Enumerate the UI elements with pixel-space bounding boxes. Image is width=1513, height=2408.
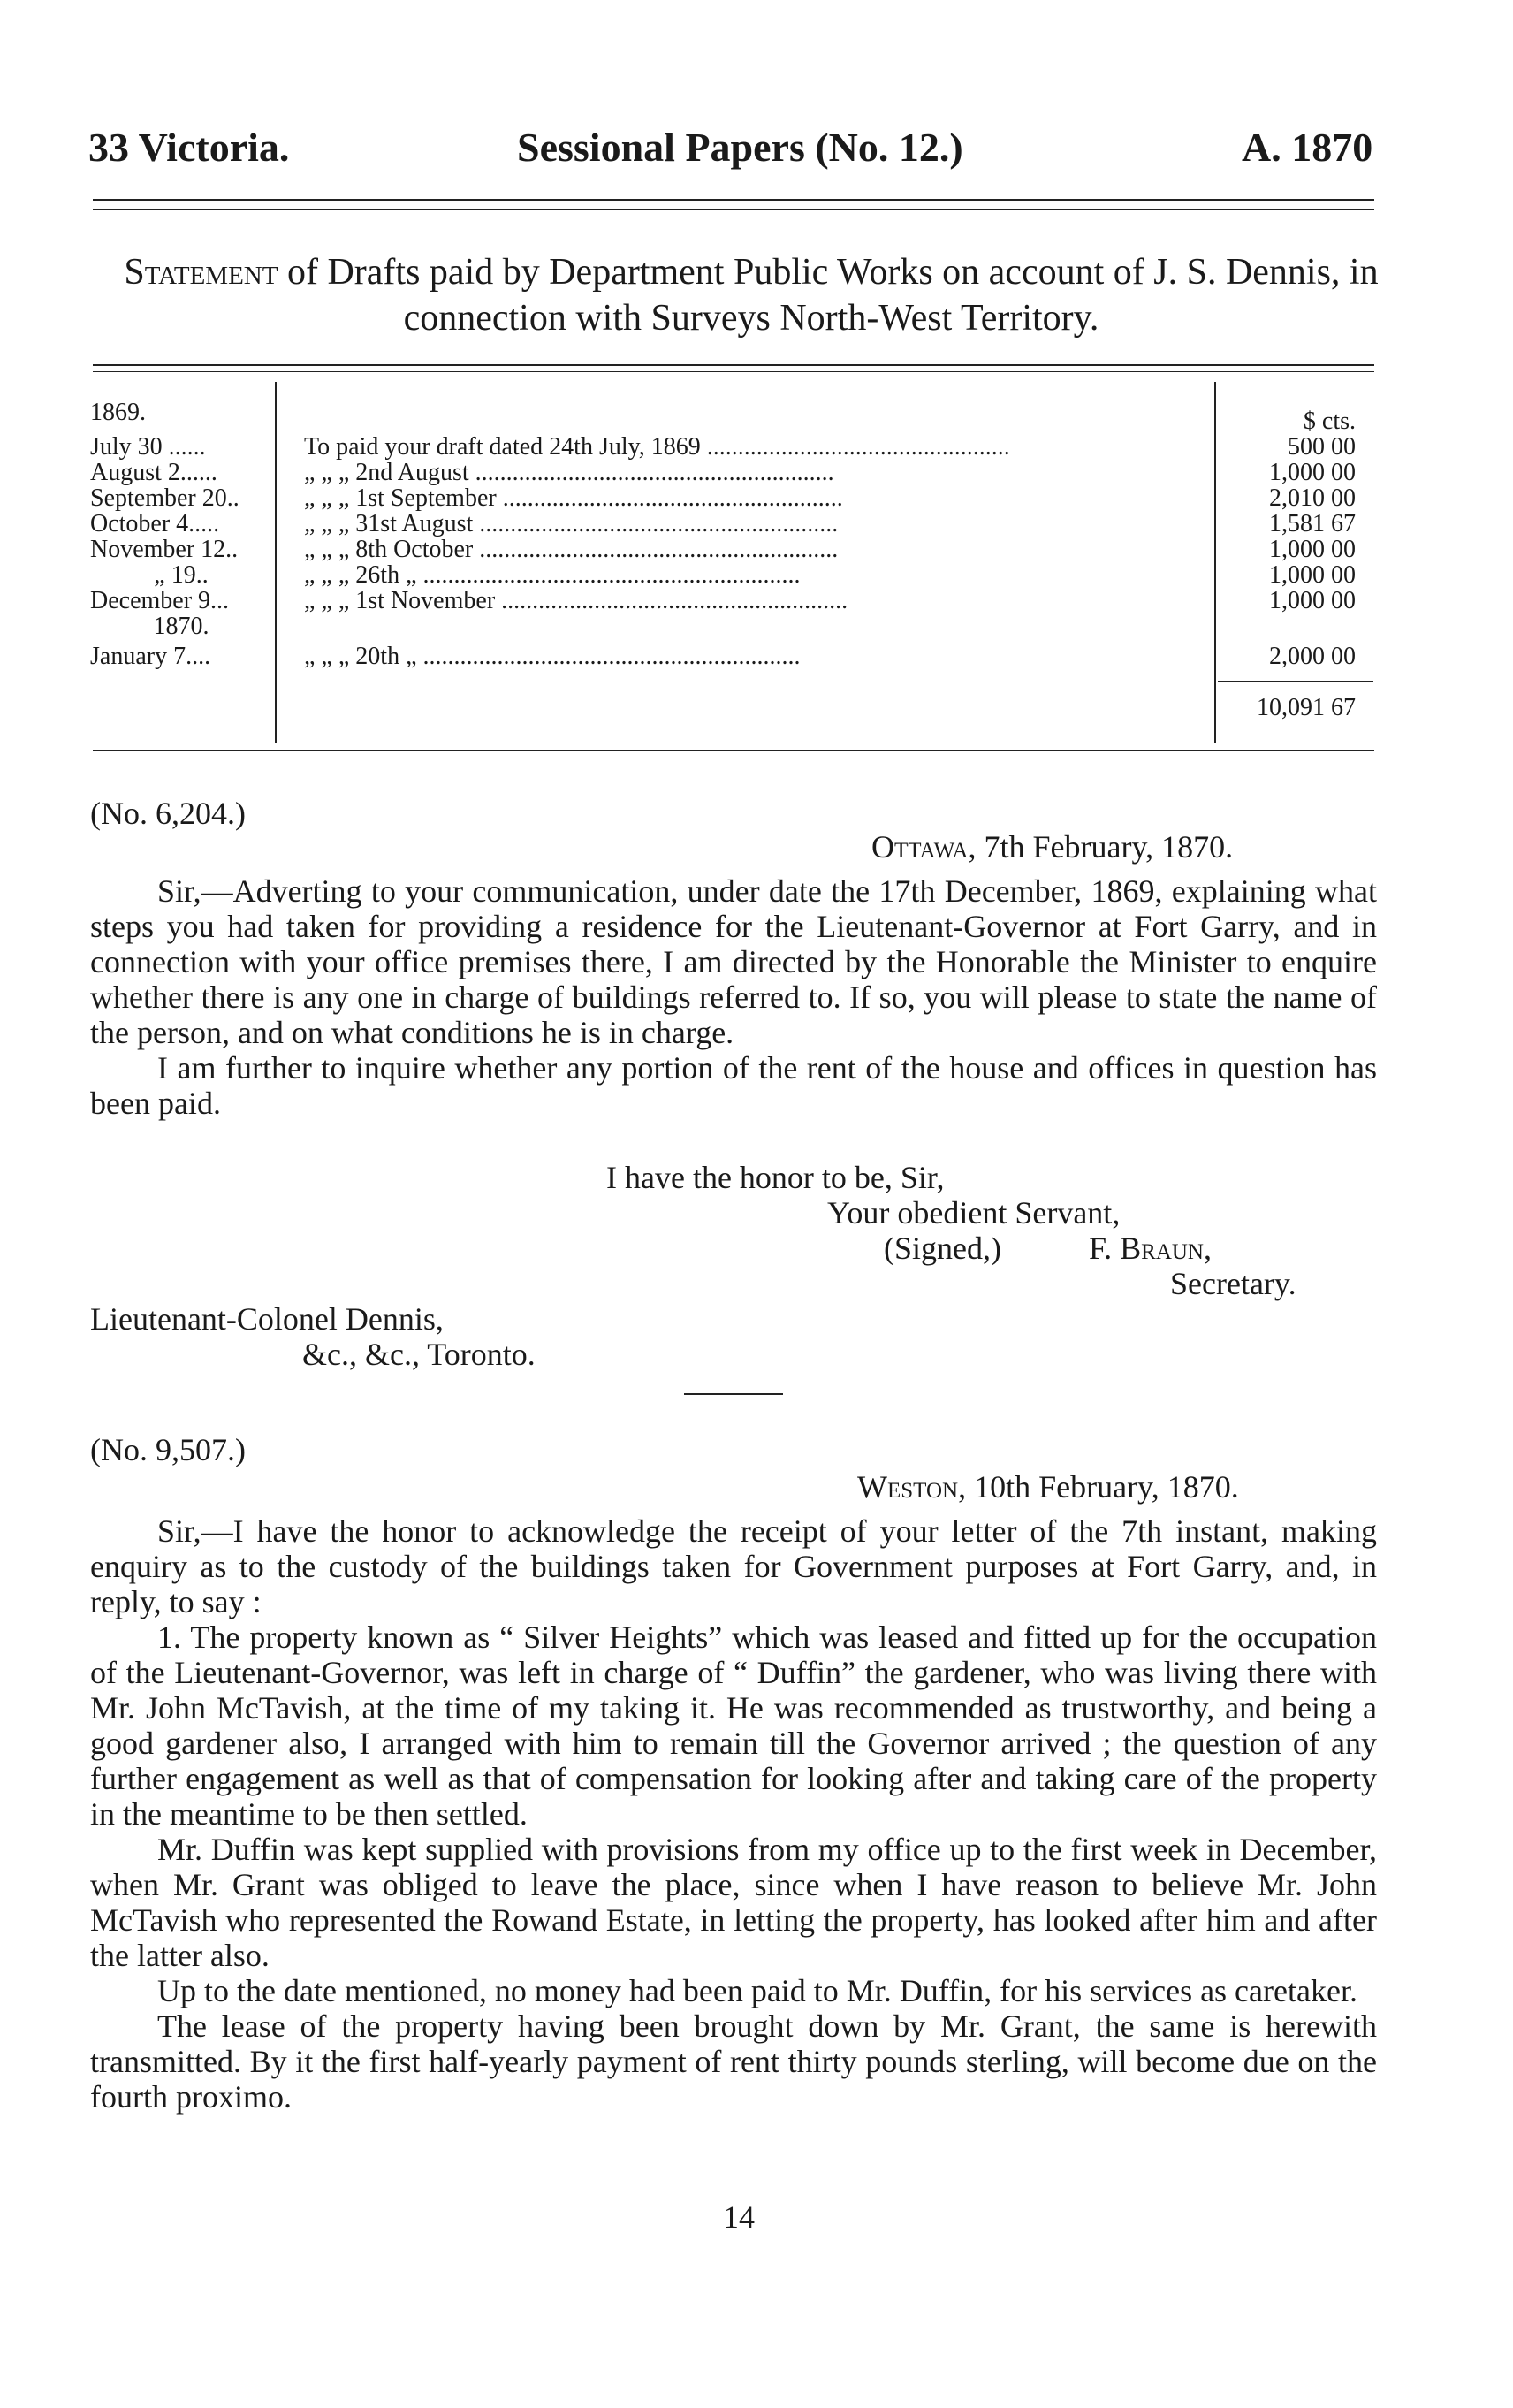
desc-row-3: „ „ „ 1st September ....................................................... bbox=[304, 485, 843, 511]
currency-header: $ cts. bbox=[1303, 408, 1356, 435]
header-rule-bottom bbox=[93, 209, 1374, 210]
amount-row-7: 1,000 00 bbox=[1269, 587, 1356, 614]
letter2-body bbox=[90, 1513, 1377, 2115]
amount-row-1: 500 00 bbox=[1288, 433, 1356, 461]
letter2-date: , 10th February, 1870. bbox=[958, 1469, 1239, 1505]
desc-row-2: „ „ „ 2nd August .......................................................... bbox=[304, 460, 834, 485]
letter2-paragraph-1: Sir,—I have the honor to acknowledge the receipt of your letter of the 7th instant, making enquiry as to the custody of the buildings taken for Government purposes at Fort Garry, and, in reply, to say : bbox=[90, 1513, 1377, 1619]
amount-row-4: 1,581 67 bbox=[1269, 510, 1356, 537]
desc-row-9: „ „ „ 20th „ ............................................................. bbox=[304, 644, 801, 669]
amount-row-5: 1,000 00 bbox=[1269, 536, 1356, 563]
total-amount: 10,091 67 bbox=[1257, 694, 1356, 721]
table-rule-top bbox=[93, 364, 1374, 366]
desc-row-6: „ „ „ 26th „ ............................................................. bbox=[304, 562, 801, 588]
letter1-body bbox=[90, 873, 1377, 1121]
table-divider-amount bbox=[1214, 382, 1216, 743]
letter-separator bbox=[684, 1393, 783, 1395]
letter2-place: Weston bbox=[857, 1469, 959, 1505]
date-row-1: July 30 ...... bbox=[90, 433, 206, 461]
letter2-paragraph-2: 1. The property known as “ Silver Heights” which was leased and fitted up for the occupation of the Lieutenant-Governor, was left in charge of “ Duffin” the gardener, who was living there with Mr. John McTavish, at the time of my taking it. He was recommended as trustworthy, and being a good gardener also, I arranged with him to remain till the Governor arrived ; the question of any further engagement as well as that of compensation for looking after and taking care of the property in the meantime to be then settled. bbox=[90, 1619, 1377, 1832]
letter2-paragraph-3: Mr. Duffin was kept supplied with provisions from my office up to the first week in December, when Mr. Grant was obliged to leave the place, since when I have reason to believe Mr. John McTavish who represented the Rowand Estate, in letting the property, has looked after him and after the latter also. bbox=[90, 1832, 1377, 1973]
letter1-number: (No. 6,204.) bbox=[90, 796, 246, 831]
letter1-addressee-1: Lieutenant-Colonel Dennis, bbox=[90, 1301, 444, 1337]
statement-title-rest: of Drafts paid by Department Public Works on account of J. S. Dennis, in connection with Surveys North-West Territory. bbox=[286, 252, 1379, 339]
letter1-date: , 7th February, 1870. bbox=[968, 829, 1234, 865]
desc-row-1: To paid your draft dated 24th July, 1869 ................................................. bbox=[304, 434, 1010, 460]
header-rule-top bbox=[93, 199, 1374, 201]
letter2-dateline bbox=[857, 1469, 1239, 1505]
letter1-closing-2: Your obedient Servant, bbox=[827, 1195, 1121, 1231]
letter1-place: Ottawa bbox=[871, 829, 969, 865]
date-row-7: December 9... bbox=[90, 587, 230, 614]
date-1870: 1870. bbox=[153, 613, 209, 640]
amount-row-2: 1,000 00 bbox=[1269, 459, 1356, 486]
page-number: 14 bbox=[723, 2199, 755, 2235]
table-divider-date bbox=[275, 382, 277, 743]
letter2-paragraph-5: The lease of the property having been brought down by Mr. Grant, the same is herewith transmitted. By it the first half-yearly payment of rent thirty pounds sterling, will become due on the fourth proximo. bbox=[90, 2008, 1377, 2115]
letter2-paragraph-4: Up to the date mentioned, no money had been paid to Mr. Duffin, for his services as caretaker. bbox=[157, 1973, 1357, 2008]
date-row-3: September 20.. bbox=[90, 484, 239, 512]
desc-row-5: „ „ „ 8th October .......................................................... bbox=[304, 537, 839, 562]
letter1-signer-title: Secretary. bbox=[1170, 1266, 1296, 1301]
date-row-5: November 12.. bbox=[90, 536, 239, 563]
letter1-paragraph-1: Sir,—Adverting to your communication, under date the 17th December, 1869, explaining what steps you had taken for providing a residence for the Lieutenant-Governor at Fort Garry, and in connection with your office premises there, I am directed by the Honorable the Minister to enquire whether there is any one in charge of buildings referred to. If so, you will please to state the name of the person, and on what conditions he is in charge. bbox=[90, 873, 1377, 1050]
amount-row-3: 2,010 00 bbox=[1269, 484, 1356, 512]
letter1-closing-1: I have the honor to be, Sir, bbox=[606, 1160, 945, 1195]
letter1-paragraph-2: I am further to inquire whether any portion of the rent of the house and offices in question has been paid. bbox=[90, 1050, 1377, 1121]
date-row-2: August 2...... bbox=[90, 459, 217, 486]
date-row-9: January 7.... bbox=[90, 643, 211, 670]
letter1-addressee-2: &c., &c., Toronto. bbox=[302, 1337, 536, 1372]
amount-row-9: 2,000 00 bbox=[1269, 643, 1356, 670]
table-rule-top-thin bbox=[93, 371, 1374, 372]
desc-row-7: „ „ „ 1st November ........................................................ bbox=[304, 588, 848, 613]
header-series: Sessional Papers (No. 12.) bbox=[517, 125, 963, 170]
table-rule-bottom bbox=[93, 750, 1374, 751]
header-volume: 33 Victoria. bbox=[88, 125, 290, 170]
desc-row-4: „ „ „ 31st August .......................................................... bbox=[304, 511, 839, 537]
amount-row-6: 1,000 00 bbox=[1269, 561, 1356, 589]
header-year: A. 1870 bbox=[1242, 125, 1373, 170]
letter1-dateline bbox=[871, 829, 1233, 865]
date-row-4: October 4..... bbox=[90, 510, 220, 537]
letter1-signed: (Signed,) bbox=[884, 1231, 1001, 1266]
letter1-signer: F. Braun, bbox=[1089, 1231, 1212, 1266]
date-row-6: „ 19.. bbox=[154, 561, 209, 589]
date-1869: 1869. bbox=[90, 399, 146, 426]
statement-title bbox=[88, 249, 1414, 341]
letter2-number: (No. 9,507.) bbox=[90, 1432, 246, 1467]
total-rule bbox=[1218, 681, 1373, 682]
statement-title-lead: Statement bbox=[124, 252, 278, 293]
